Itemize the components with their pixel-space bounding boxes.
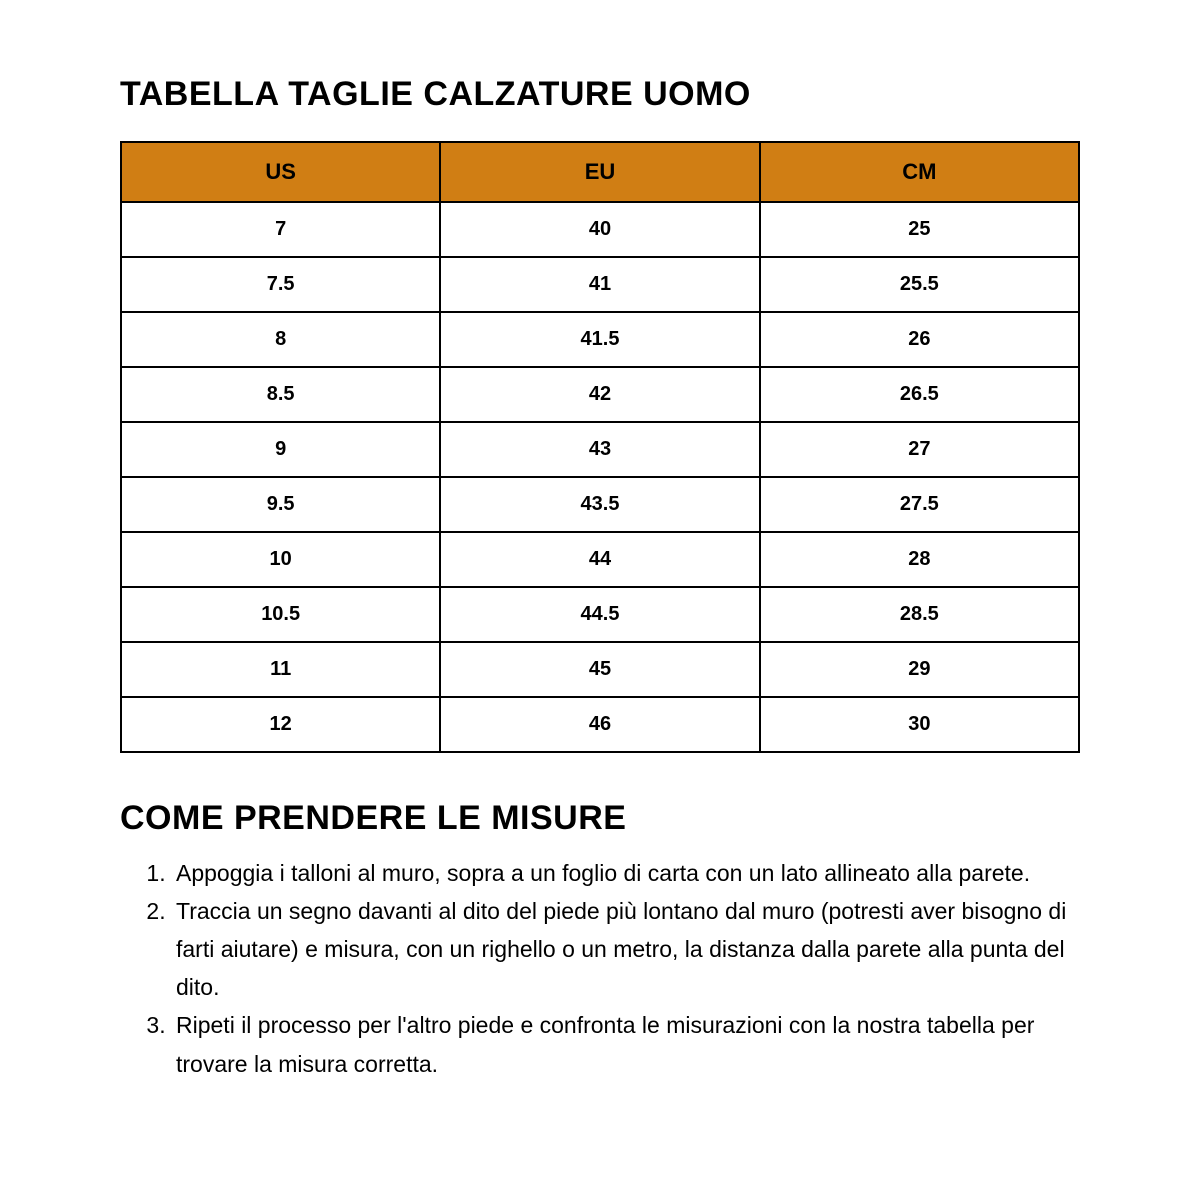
table-cell: 44.5 xyxy=(440,587,759,642)
table-row xyxy=(121,257,1079,312)
table-cell: 7.5 xyxy=(121,257,440,312)
table-cell: 43 xyxy=(440,422,759,477)
table-cell: 28.5 xyxy=(760,587,1079,642)
column-header-us: US xyxy=(121,142,440,202)
table-row xyxy=(121,642,1079,697)
table-cell: 25.5 xyxy=(760,257,1079,312)
table-cell: 42 xyxy=(440,367,759,422)
table-cell: 11 xyxy=(121,642,440,697)
table-cell: 43.5 xyxy=(440,477,759,532)
table-cell: 12 xyxy=(121,697,440,752)
table-row xyxy=(121,587,1079,642)
table-cell: 27.5 xyxy=(760,477,1079,532)
table-cell: 9.5 xyxy=(121,477,440,532)
table-cell: 26 xyxy=(760,312,1079,367)
table-header-row xyxy=(121,142,1079,202)
table-row xyxy=(121,532,1079,587)
table-cell: 29 xyxy=(760,642,1079,697)
table-cell: 10.5 xyxy=(121,587,440,642)
table-row xyxy=(121,477,1079,532)
table-cell: 27 xyxy=(760,422,1079,477)
table-cell: 46 xyxy=(440,697,759,752)
table-cell: 30 xyxy=(760,697,1079,752)
table-cell: 7 xyxy=(121,202,440,257)
table-cell: 41.5 xyxy=(440,312,759,367)
table-row xyxy=(121,422,1079,477)
instructions-heading: COME PRENDERE LE MISURE xyxy=(120,799,627,838)
table-cell: 41 xyxy=(440,257,759,312)
table-cell: 9 xyxy=(121,422,440,477)
instruction-item: 1. Appoggia i talloni al muro, sopra a un foglio di carta con un lato allineato alla parete. xyxy=(172,854,1080,892)
table-cell: 26.5 xyxy=(760,367,1079,422)
table-cell: 8.5 xyxy=(121,367,440,422)
table-row xyxy=(121,697,1079,752)
table-row xyxy=(121,202,1079,257)
instruction-item: 3. Ripeti il processo per l'altro piede e confronta le misurazioni con la nostra tabella per trovare la misura corretta. xyxy=(172,1006,1080,1082)
instruction-item: 2. Traccia un segno davanti al dito del piede più lontano dal muro (potresti aver bisogno di farti aiutare) e misura, con un righello o un metro, la distanza dalla parete alla punta del dito. xyxy=(172,892,1080,1007)
table-cell: 8 xyxy=(121,312,440,367)
size-table-body xyxy=(121,202,1079,752)
table-cell: 44 xyxy=(440,532,759,587)
table-row xyxy=(121,312,1079,367)
size-table-head xyxy=(121,142,1079,202)
table-cell: 25 xyxy=(760,202,1079,257)
table-cell: 45 xyxy=(440,642,759,697)
column-header-eu: EU xyxy=(440,142,759,202)
table-cell: 28 xyxy=(760,532,1079,587)
table-row xyxy=(121,367,1079,422)
page-title: TABELLA TAGLIE CALZATURE UOMO xyxy=(120,75,751,113)
table-cell: 10 xyxy=(121,532,440,587)
instructions-list xyxy=(120,854,1080,1083)
size-table xyxy=(120,141,1080,753)
table-cell: 40 xyxy=(440,202,759,257)
column-header-cm: CM xyxy=(760,142,1079,202)
